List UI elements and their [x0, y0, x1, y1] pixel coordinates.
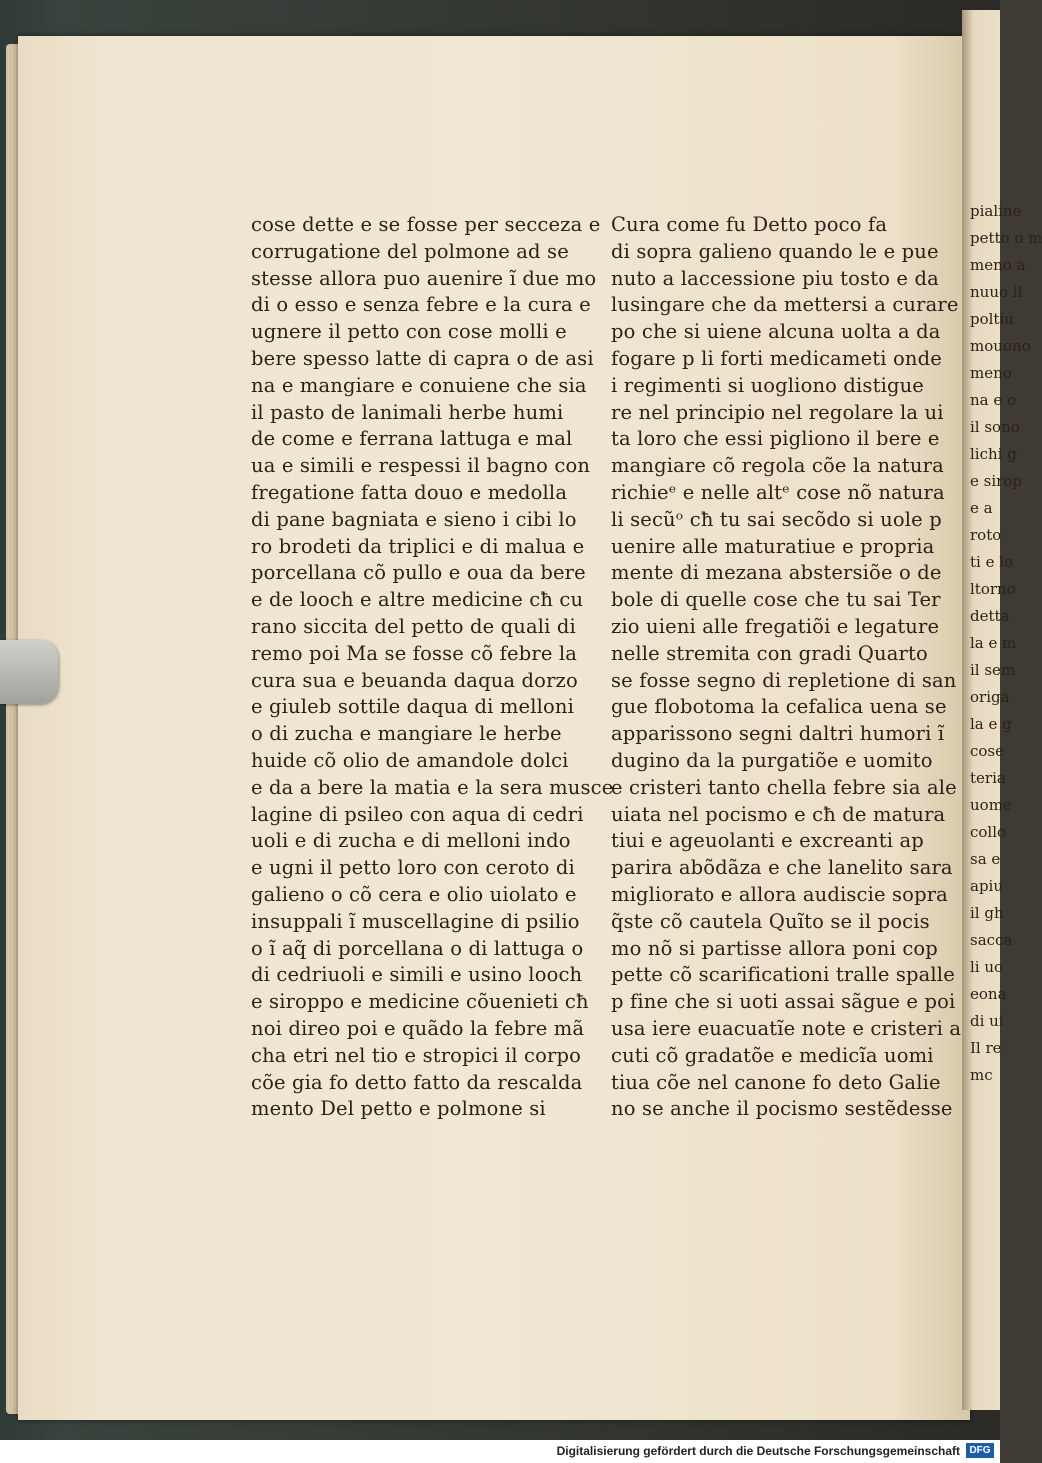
next-page-fragment: ti e lo — [970, 553, 1014, 571]
next-page-fragment: meno — [970, 364, 1012, 382]
next-page-fragment: petto o m — [970, 229, 1042, 247]
next-page-fragment: poltiu — [970, 310, 1014, 328]
text-line: lagine di psileo con aqua di cedri — [251, 802, 584, 826]
text-line: galieno o cõ cera e olio uiolato e — [251, 882, 577, 906]
text-line: di o esso e senza febre e la cura e — [251, 293, 591, 317]
footer-bar — [0, 1440, 1000, 1463]
next-page-fragment: pialine — [970, 202, 1022, 220]
text-line: uoli e di zucha e di melloni indo — [251, 829, 571, 853]
footer-credit: Digitalisierung gefördert durch die Deutsche Forschungsgemeinschaft — [556, 1444, 960, 1458]
text-line: nelle stremita con gradi Quarto — [611, 641, 928, 665]
next-page-fragment: mc — [970, 1066, 993, 1084]
text-line: na e mangiare e conuiene che sia — [251, 373, 587, 397]
next-page-fragment: di ui — [970, 1012, 1004, 1030]
text-line: di cedriuoli e simili e usino looch — [251, 963, 583, 987]
text-line: nuto a laccessione piu tosto e da — [611, 266, 939, 290]
text-line: stesse allora puo auenire ĩ due mo — [251, 266, 597, 290]
next-page-fragment: teria — [970, 769, 1006, 787]
text-line: insuppali ĩ muscellagine di psilio — [251, 909, 580, 933]
dfg-logo: DFG — [966, 1443, 994, 1458]
text-line: no se anche il pocismo sestẽdesse — [611, 1097, 953, 1121]
text-line: rano siccita del petto de quali di — [251, 614, 576, 638]
next-page-fragment: il sono — [970, 418, 1020, 436]
text-line: il pasto de lanimali herbe humi — [251, 400, 564, 424]
text-line: Cura come fu Detto poco fa — [611, 213, 888, 236]
text-line: zio uieni alle fregatiõi e legature — [611, 614, 940, 638]
text-line: fogare p li forti medicameti onde — [611, 346, 942, 370]
text-line: de come e ferrana lattuga e mal — [251, 427, 573, 451]
text-line: ta loro che essi pigliono il bere e — [611, 427, 940, 451]
next-page-fragment: la e g — [970, 715, 1012, 733]
next-page-fragment: Il re — [970, 1039, 1002, 1057]
text-line: q̃ste cõ cautela Quĩto se il pocis — [611, 909, 930, 933]
text-line: lusingare che da mettersi a curare — [611, 293, 959, 317]
next-page-fragment: ltorno — [970, 580, 1016, 598]
text-line: o di zucha e mangiare le herbe — [251, 722, 562, 746]
text-line: huide cõ olio de amandole dolci — [251, 748, 569, 772]
text-line: porcellana cõ pullo e oua da bere — [251, 561, 586, 585]
text-line: mangiare cõ regola cõe la natura — [611, 454, 944, 478]
next-page-fragment: meno a — [970, 256, 1026, 274]
text-line: cõe gia fo detto fatto da rescalda — [251, 1070, 583, 1094]
text-line: e ugni il petto loro con ceroto di — [251, 856, 575, 880]
next-page-fragment: collo — [970, 823, 1007, 841]
text-line: uiata nel pocismo e cħ de matura — [611, 802, 946, 826]
text-line: mo nõ si partisse allora poni cop — [611, 936, 938, 960]
next-page-fragment: e a — [970, 499, 993, 517]
text-line: cha etri nel tio e stropici il corpo — [251, 1043, 581, 1067]
text-line: uenire alle maturatiue e propria — [611, 534, 935, 558]
text-line: e de looch e altre medicine cħ cu — [251, 588, 584, 612]
text-line: dugino da la purgatiõe e uomito — [611, 748, 933, 772]
text-line: bole di quelle cose che tu sai Ter — [611, 588, 941, 612]
text-line: tiua cõe nel canone fo deto Galie — [611, 1070, 941, 1094]
text-line: ugnere il petto con cose molli e — [251, 320, 567, 344]
text-line: ro brodeti da triplici e di malua e — [251, 534, 585, 558]
text-line: corrugatione del polmone ad se — [251, 239, 569, 263]
text-line: e da a bere la matia e la sera musce — [251, 775, 614, 799]
text-line: bere spesso latte di capra o de asi — [251, 346, 594, 370]
text-line: cura sua e beuanda daqua dorzo — [251, 668, 578, 692]
next-page-edge — [962, 10, 1042, 1410]
text-line: noi direo poi e quãdo la febre mã — [251, 1016, 585, 1040]
next-page-fragment: detta — [970, 607, 1010, 625]
next-page-fragment: il sem — [970, 661, 1016, 679]
text-column-right — [611, 212, 962, 1123]
text-line: pette cõ scarificationi tralle spalle — [611, 963, 955, 987]
text-line: o ĩ aq̃ di porcellana o di lattuga o — [251, 936, 584, 960]
next-page-fragment: lichi g — [970, 445, 1017, 463]
next-page-fragment: eona — [970, 985, 1007, 1003]
text-line: se fosse segno di repletione di san — [611, 668, 957, 692]
next-page-fragment: roto — [970, 526, 1002, 544]
text-line: fregatione fatta douo e medolla — [251, 480, 568, 504]
text-line: cose dette e se fosse per secceza e — [251, 213, 601, 236]
text-line: re nel principio nel regolare la ui — [611, 400, 944, 424]
text-line: li secũᵒ cħ tu sai secõdo si uole p — [611, 507, 942, 531]
next-page-fragment: sa e — [970, 850, 1001, 868]
text-line: mente di mezana abstersiõe o de — [611, 561, 942, 585]
clip-tab — [0, 640, 58, 704]
text-line: p fine che si uoti assai sãgue e poi — [611, 990, 956, 1014]
text-line: migliorato e allora audiscie sopra — [611, 882, 948, 906]
next-page-fragment: e sirop — [970, 472, 1022, 490]
next-page-fragment: nuuo il — [970, 283, 1023, 301]
text-line: parira abõdãza e che lanelito sara — [611, 856, 953, 880]
text-line: mento Del petto e polmone si — [251, 1097, 546, 1121]
next-page-fragment: li uo — [970, 958, 1004, 976]
text-line: di pane bagniata e sieno i cibi lo — [251, 507, 577, 531]
next-page-fragment: sacca — [970, 931, 1013, 949]
text-line: tiui e ageuolanti e excreanti ap — [611, 829, 924, 853]
next-page-fragment: il gh — [970, 904, 1004, 922]
text-line: i regimenti si uogliono distigue — [611, 373, 924, 397]
next-page-fragment: na e o — [970, 391, 1017, 409]
text-line: ua e simili e respessi il bagno con — [251, 454, 591, 478]
next-page-fragment: la e m — [970, 634, 1017, 652]
text-line: richieᵉ e nelle altᵉ cose nõ natura — [611, 480, 945, 504]
next-page-fragment: origa — [970, 688, 1010, 706]
text-line: usa iere euacuatĩe note e cristeri a — [611, 1016, 962, 1040]
text-line: apparissono segni daltri humori ĩ — [611, 722, 945, 746]
text-line: e giuleb sottile daqua di melloni — [251, 695, 574, 719]
text-line: po che si uiene alcuna uolta a da — [611, 320, 941, 344]
next-page-fragment: uome — [970, 796, 1012, 814]
next-page-fragment: apiu — [970, 877, 1004, 895]
next-page-fragment: mouono — [970, 337, 1031, 355]
text-line: e cristeri tanto chella febre sia ale — [611, 775, 957, 799]
text-line: di sopra galieno quando le e pue — [611, 239, 939, 263]
text-line: remo poi Ma se fosse cõ febre la — [251, 641, 578, 665]
text-line: e siroppo e medicine cõuenieti cħ — [251, 990, 589, 1014]
next-page-fragment: cose — [970, 742, 1005, 760]
text-line: gue flobotoma la cefalica uena se — [611, 695, 947, 719]
text-line: cuti cõ gradatõe e medicĩa uomi — [611, 1043, 934, 1067]
text-column-left — [251, 212, 614, 1123]
